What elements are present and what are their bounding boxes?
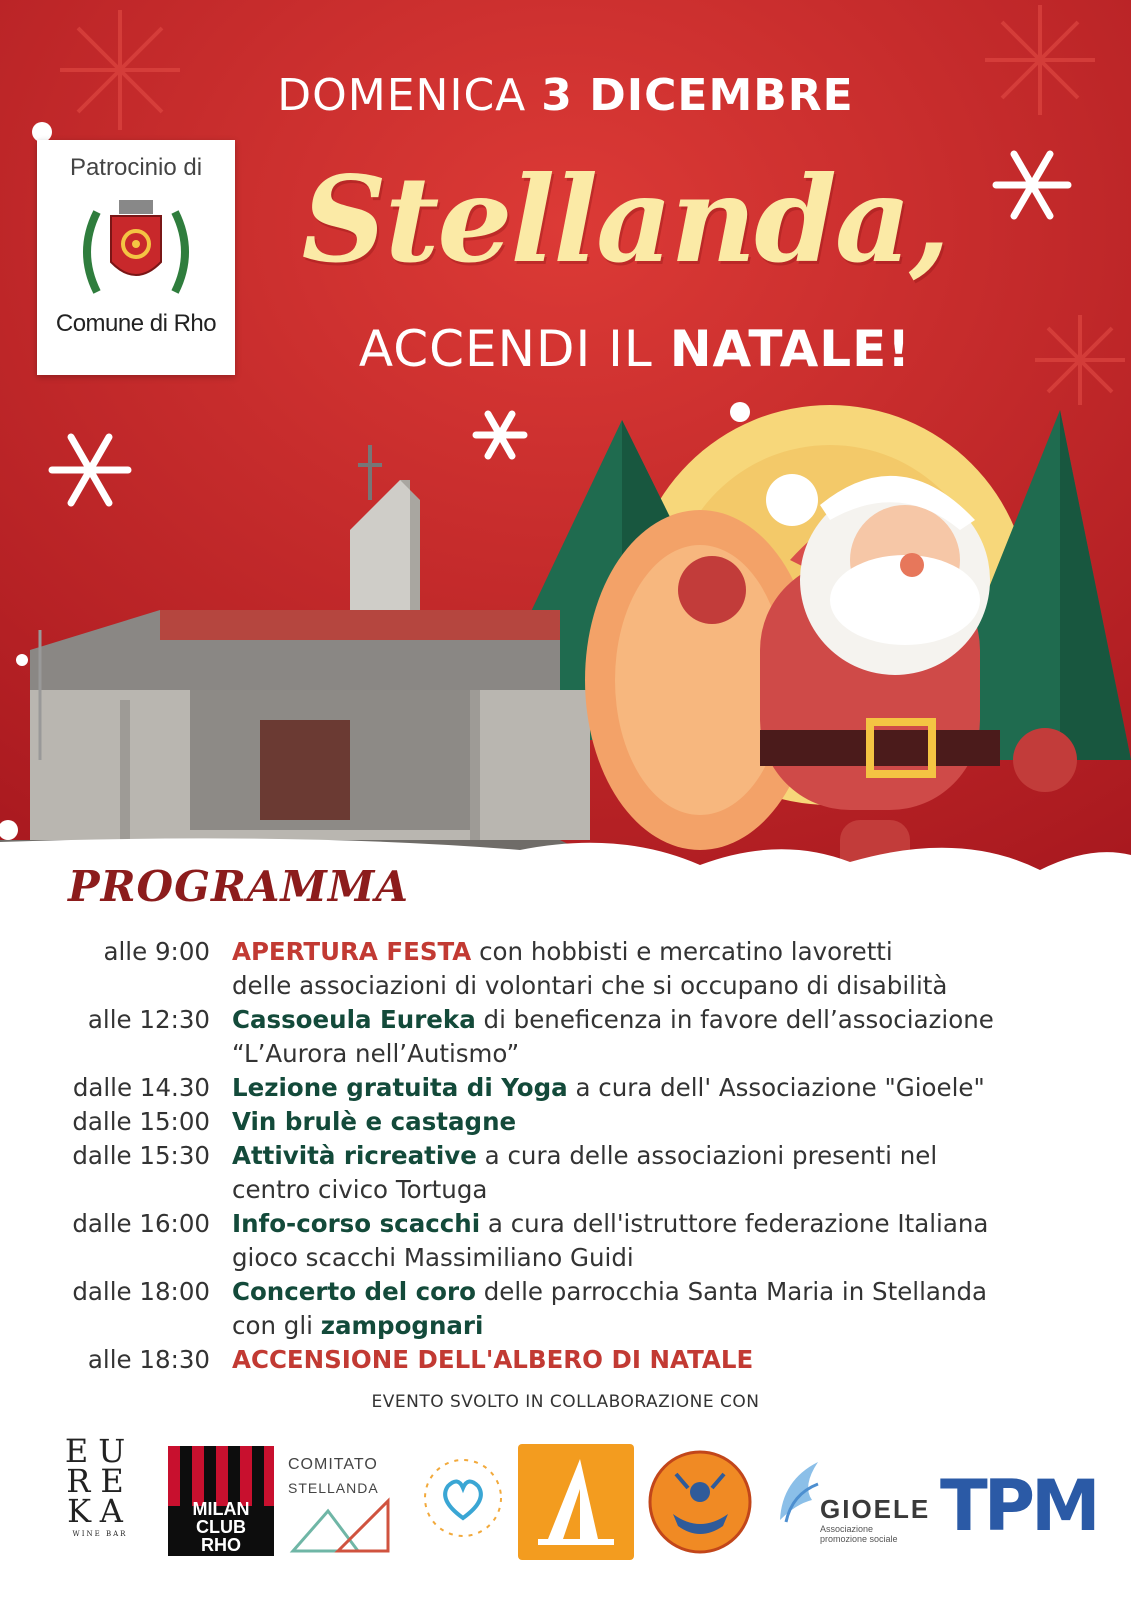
eureka-logo bbox=[60, 1432, 140, 1566]
subtitle-prefix: ACCENDI IL bbox=[358, 320, 653, 378]
milan-club-logo bbox=[168, 1446, 274, 1556]
program-text-line2: gioco scacchi Massimiliano Guidi bbox=[232, 1243, 634, 1272]
program-time: dalle 14.30 bbox=[72, 1073, 210, 1102]
tpm-text: TPM bbox=[940, 1465, 1097, 1547]
comune-name: Comune di Rho bbox=[55, 310, 217, 337]
program-highlight: Concerto del coro bbox=[232, 1277, 476, 1306]
program-time: dalle 18:00 bbox=[72, 1277, 210, 1306]
gioele-subtitle bbox=[820, 1524, 898, 1544]
program-text-line2: “L’Aurora nell’Autismo” bbox=[232, 1039, 520, 1068]
comitato-logo bbox=[288, 1456, 398, 1556]
centro-solidarieta-logo bbox=[648, 1444, 752, 1560]
program-time: alle 9:00 bbox=[103, 937, 210, 966]
patron-badge bbox=[37, 140, 235, 375]
program-description bbox=[232, 1139, 1092, 1207]
program-item bbox=[40, 1139, 1100, 1207]
event-date bbox=[0, 70, 1131, 121]
program-description bbox=[232, 1105, 1092, 1139]
collaboration-label: EVENTO SVOLTO IN COLLABORAZIONE CON bbox=[371, 1392, 760, 1412]
gioele-name: GIOELE bbox=[820, 1494, 931, 1524]
eureka-subtitle: WINE BAR bbox=[72, 1530, 128, 1538]
program-highlight: Info-corso scacchi bbox=[232, 1209, 481, 1238]
comune-crest-icon bbox=[77, 192, 195, 304]
milan-stripes bbox=[168, 1446, 274, 1506]
program-highlight: APERTURA FESTA bbox=[232, 937, 472, 966]
eureka-letters-1: EU bbox=[64, 1432, 136, 1470]
milan-line-1: MILAN bbox=[192, 1499, 250, 1519]
eureka-letters-3: KA bbox=[67, 1492, 133, 1530]
comitato-mark-icon bbox=[288, 1496, 398, 1556]
program-time: alle 18:30 bbox=[87, 1345, 210, 1374]
program-text: delle parrocchia Santa Maria in Stellanda bbox=[475, 1277, 988, 1306]
program-item bbox=[40, 1343, 1100, 1377]
program-time: dalle 16:00 bbox=[72, 1209, 210, 1238]
event-title: Stellanda, bbox=[301, 150, 949, 289]
program-description bbox=[232, 1207, 1092, 1275]
gioele-logo bbox=[772, 1460, 932, 1556]
program-highlight: Vin brulè e castagne bbox=[232, 1107, 517, 1136]
program-text: di beneficenza in favore dell’associazione bbox=[475, 1005, 994, 1034]
solidarieta-badge-icon bbox=[648, 1444, 752, 1560]
milan-line-3: RHO bbox=[201, 1535, 241, 1555]
program-item bbox=[40, 1105, 1100, 1139]
subtitle-bold: NATALE! bbox=[669, 320, 912, 378]
church-tower-icon bbox=[518, 1444, 634, 1560]
program-time: dalle 15:30 bbox=[72, 1141, 210, 1170]
event-subtitle bbox=[270, 320, 1000, 378]
date-day: 3 DICEMBRE bbox=[541, 70, 854, 121]
program-text: a cura dell'istruttore federazione Italiana bbox=[480, 1209, 989, 1238]
comitato-line-1: COMITATO bbox=[288, 1456, 378, 1473]
program-item bbox=[40, 1071, 1100, 1105]
program-text: con hobbisti e mercatino lavoretti bbox=[471, 937, 893, 966]
program-text: a cura delle associazioni presenti nel bbox=[476, 1141, 938, 1170]
program-description bbox=[232, 1275, 1092, 1343]
gioele-sub-1: Associazione bbox=[820, 1524, 874, 1534]
program-list bbox=[40, 935, 1100, 1377]
program-title: PROGRAMMA bbox=[68, 862, 410, 911]
program-item bbox=[40, 1207, 1100, 1275]
program-highlight-2: zampognari bbox=[320, 1311, 484, 1340]
program-text: a cura dell' Associazione "Gioele" bbox=[567, 1073, 985, 1102]
program-item bbox=[40, 1275, 1100, 1343]
eureka-letters-2: RE bbox=[66, 1462, 134, 1500]
program-item bbox=[40, 935, 1100, 1003]
partner-logos bbox=[60, 1432, 1100, 1566]
program-description bbox=[232, 1071, 1092, 1105]
program-description bbox=[232, 935, 1092, 1003]
program-text-line2: delle associazioni di volontari che si occupano di disabilità bbox=[232, 971, 948, 1000]
program-highlight: Attività ricreative bbox=[232, 1141, 477, 1170]
gioele-sub-2: promozione sociale bbox=[820, 1534, 898, 1544]
program-time: alle 12:30 bbox=[87, 1005, 210, 1034]
tower-logo bbox=[518, 1444, 634, 1560]
program-description bbox=[232, 1003, 1092, 1071]
program-description bbox=[232, 1343, 1092, 1377]
program-time: dalle 15:00 bbox=[72, 1107, 210, 1136]
program-text-line2: con gli bbox=[232, 1311, 321, 1340]
aurora-heart-icon bbox=[418, 1448, 508, 1548]
gioele-wing-icon bbox=[772, 1460, 822, 1530]
aurora-autismo-logo bbox=[418, 1448, 508, 1548]
program-highlight: Lezione gratuita di Yoga bbox=[232, 1073, 568, 1102]
program-highlight: ACCENSIONE DELL'ALBERO DI NATALE bbox=[232, 1345, 754, 1374]
milan-line-2: CLUB bbox=[196, 1517, 246, 1537]
patron-label: Patrocinio di bbox=[69, 154, 203, 181]
program-text-line2: centro civico Tortuga bbox=[232, 1175, 488, 1204]
comitato-line-2: STELLANDA bbox=[288, 1480, 379, 1496]
program-item bbox=[40, 1003, 1100, 1071]
date-prefix: DOMENICA bbox=[277, 70, 527, 121]
tpm-logo bbox=[940, 1465, 1097, 1547]
milan-club-text bbox=[168, 1500, 274, 1554]
program-highlight: Cassoeula Eureka bbox=[232, 1005, 476, 1034]
